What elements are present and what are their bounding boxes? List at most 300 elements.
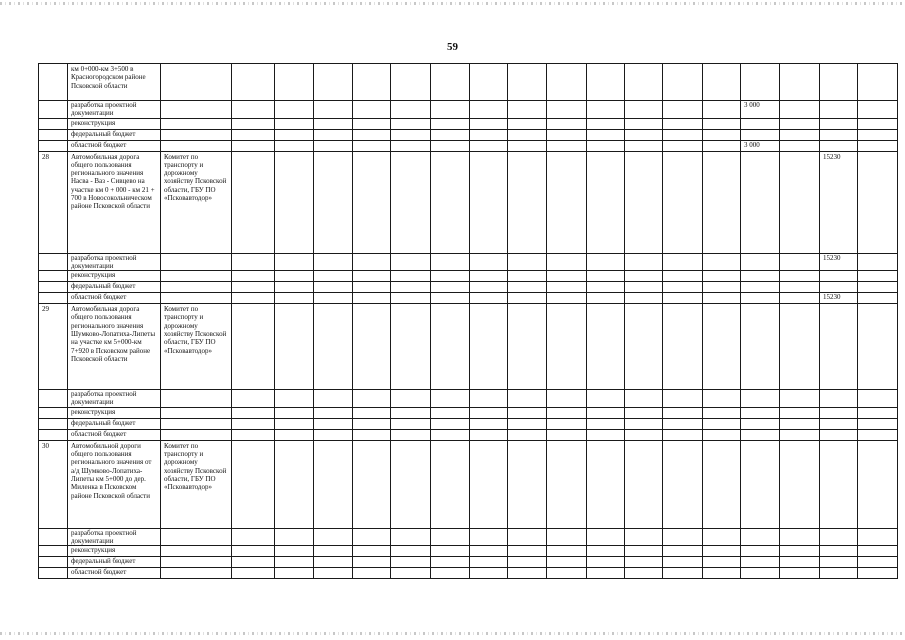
- empty-cell: [391, 429, 431, 440]
- empty-cell: [314, 118, 353, 129]
- empty-cell: [625, 151, 663, 253]
- page-number: 59: [447, 41, 458, 53]
- empty-cell: [780, 293, 820, 304]
- empty-cell: [741, 546, 780, 557]
- empty-cell: [314, 407, 353, 418]
- empty-cell: [39, 101, 68, 119]
- empty-cell: [780, 271, 820, 282]
- empty-cell: [703, 253, 741, 271]
- empty-cell: [780, 568, 820, 579]
- empty-cell: [314, 151, 353, 253]
- empty-cell: [161, 528, 232, 546]
- empty-cell: [431, 64, 470, 101]
- empty-cell: [39, 407, 68, 418]
- empty-cell: [663, 151, 703, 253]
- empty-cell: [470, 271, 508, 282]
- empty-cell: [858, 528, 898, 546]
- empty-cell: [232, 140, 275, 151]
- empty-cell: [232, 118, 275, 129]
- empty-cell: [470, 390, 508, 408]
- empty-cell: [820, 101, 858, 119]
- empty-cell: [314, 557, 353, 568]
- empty-cell: [820, 429, 858, 440]
- table-row: [39, 140, 898, 151]
- empty-cell: [275, 557, 314, 568]
- empty-cell: [820, 546, 858, 557]
- empty-cell: [780, 429, 820, 440]
- empty-cell: [858, 407, 898, 418]
- empty-cell: [820, 118, 858, 129]
- empty-cell: [470, 282, 508, 293]
- scan-edge-top: [0, 2, 905, 5]
- table-row: [39, 129, 898, 140]
- empty-cell: [547, 528, 587, 546]
- subrow-label-cell: реконструкция: [68, 407, 161, 418]
- empty-cell: [703, 282, 741, 293]
- empty-cell: [625, 568, 663, 579]
- empty-cell: [587, 64, 625, 101]
- empty-cell: [353, 140, 391, 151]
- empty-cell: [780, 140, 820, 151]
- empty-cell: [820, 528, 858, 546]
- empty-cell: [780, 557, 820, 568]
- empty-cell: [587, 282, 625, 293]
- object-name-cell: км 0+000-км 3+500 в Красногородском районе Псковской области: [68, 64, 161, 101]
- empty-cell: [431, 407, 470, 418]
- empty-cell: [431, 429, 470, 440]
- empty-cell: [587, 304, 625, 390]
- row-number-cell: 28: [39, 151, 68, 253]
- empty-cell: [391, 390, 431, 408]
- empty-cell: [663, 528, 703, 546]
- table-row: [39, 429, 898, 440]
- empty-cell: [663, 568, 703, 579]
- empty-cell: [820, 418, 858, 429]
- subrow-label-cell: областной бюджет: [68, 293, 161, 304]
- object-name-cell: Автомобильной дороги общего пользования регионального значения от а/д Шумково-Лопатиха-Липеты км 5+000 до дер. Миленка в Псковском районе Псковской области: [68, 440, 161, 528]
- empty-cell: [161, 271, 232, 282]
- table-row: [39, 151, 898, 253]
- subrow-label-cell: разработка проектной документации: [68, 101, 161, 119]
- empty-cell: [391, 418, 431, 429]
- empty-cell: [703, 390, 741, 408]
- empty-cell: [663, 271, 703, 282]
- empty-cell: [741, 528, 780, 546]
- empty-cell: [470, 118, 508, 129]
- empty-cell: [314, 418, 353, 429]
- empty-cell: [470, 151, 508, 253]
- empty-cell: [431, 304, 470, 390]
- empty-cell: [625, 293, 663, 304]
- empty-cell: [391, 253, 431, 271]
- empty-cell: [232, 253, 275, 271]
- empty-cell: [391, 129, 431, 140]
- subrow-label-cell: разработка проектной документации: [68, 390, 161, 408]
- empty-cell: [858, 118, 898, 129]
- table-row: [39, 64, 898, 101]
- empty-cell: [741, 293, 780, 304]
- empty-cell: [232, 101, 275, 119]
- empty-cell: [161, 140, 232, 151]
- empty-cell: [161, 418, 232, 429]
- empty-cell: [431, 282, 470, 293]
- empty-cell: [663, 293, 703, 304]
- empty-cell: [470, 429, 508, 440]
- empty-cell: [508, 528, 547, 546]
- empty-cell: [663, 440, 703, 528]
- subrow-label-cell: реконструкция: [68, 271, 161, 282]
- empty-cell: [353, 568, 391, 579]
- empty-cell: [547, 390, 587, 408]
- empty-cell: [858, 429, 898, 440]
- empty-cell: [547, 101, 587, 119]
- empty-cell: [587, 418, 625, 429]
- empty-cell: [314, 140, 353, 151]
- amount-cell: 3 000: [741, 101, 780, 119]
- empty-cell: [741, 557, 780, 568]
- empty-cell: [741, 407, 780, 418]
- object-name-cell: Автомобильная дорога общего пользования регионального значения Насва - Ваз - Сивцево на участке км 0 + 000 - км 21 + 700 в Новосокольническом районе Псковской области: [68, 151, 161, 253]
- empty-cell: [314, 129, 353, 140]
- empty-cell: [314, 390, 353, 408]
- empty-cell: [470, 546, 508, 557]
- empty-cell: [858, 440, 898, 528]
- empty-cell: [508, 407, 547, 418]
- empty-cell: [820, 129, 858, 140]
- empty-cell: [161, 129, 232, 140]
- empty-cell: [820, 271, 858, 282]
- empty-cell: [625, 282, 663, 293]
- table-row: [39, 118, 898, 129]
- executor-cell: Комитет по транспорту и дорожному хозяйству Псковской области, ГБУ ПО «Псковавтодор»: [161, 151, 232, 253]
- empty-cell: [314, 546, 353, 557]
- empty-cell: [232, 271, 275, 282]
- empty-cell: [232, 151, 275, 253]
- table-row: [39, 101, 898, 119]
- empty-cell: [470, 129, 508, 140]
- empty-cell: [391, 440, 431, 528]
- empty-cell: [314, 429, 353, 440]
- empty-cell: [508, 129, 547, 140]
- empty-cell: [508, 64, 547, 101]
- empty-cell: [161, 546, 232, 557]
- table-row: [39, 253, 898, 271]
- empty-cell: [353, 151, 391, 253]
- empty-cell: [858, 568, 898, 579]
- empty-cell: [431, 440, 470, 528]
- empty-cell: [587, 101, 625, 119]
- empty-cell: [508, 101, 547, 119]
- empty-cell: [703, 129, 741, 140]
- empty-cell: [587, 390, 625, 408]
- empty-cell: [275, 129, 314, 140]
- empty-cell: [741, 64, 780, 101]
- empty-cell: [703, 293, 741, 304]
- empty-cell: [353, 440, 391, 528]
- empty-cell: [547, 64, 587, 101]
- empty-cell: [703, 546, 741, 557]
- empty-cell: [275, 253, 314, 271]
- empty-cell: [353, 101, 391, 119]
- empty-cell: [353, 293, 391, 304]
- empty-cell: [703, 429, 741, 440]
- empty-cell: [275, 407, 314, 418]
- empty-cell: [232, 129, 275, 140]
- empty-cell: [232, 440, 275, 528]
- empty-cell: [663, 64, 703, 101]
- empty-cell: [275, 282, 314, 293]
- empty-cell: [431, 390, 470, 408]
- empty-cell: [741, 282, 780, 293]
- empty-cell: [820, 390, 858, 408]
- empty-cell: [663, 429, 703, 440]
- empty-cell: [625, 528, 663, 546]
- empty-cell: [161, 568, 232, 579]
- empty-cell: [508, 304, 547, 390]
- empty-cell: [625, 557, 663, 568]
- empty-cell: [663, 129, 703, 140]
- empty-cell: [470, 568, 508, 579]
- empty-cell: [587, 151, 625, 253]
- empty-cell: [39, 282, 68, 293]
- subrow-label-cell: федеральный бюджет: [68, 282, 161, 293]
- empty-cell: [587, 253, 625, 271]
- empty-cell: [820, 557, 858, 568]
- empty-cell: [431, 568, 470, 579]
- empty-cell: [547, 271, 587, 282]
- empty-cell: [663, 407, 703, 418]
- empty-cell: [232, 407, 275, 418]
- empty-cell: [391, 293, 431, 304]
- empty-cell: [587, 271, 625, 282]
- empty-cell: [625, 390, 663, 408]
- empty-cell: [741, 271, 780, 282]
- executor-cell: Комитет по транспорту и дорожному хозяйству Псковской области, ГБУ ПО «Псковавтодор»: [161, 304, 232, 390]
- empty-cell: [547, 253, 587, 271]
- empty-cell: [547, 557, 587, 568]
- empty-cell: [470, 557, 508, 568]
- empty-cell: [39, 390, 68, 408]
- empty-cell: [431, 546, 470, 557]
- empty-cell: [39, 64, 68, 101]
- empty-cell: [353, 418, 391, 429]
- empty-cell: [820, 282, 858, 293]
- empty-cell: [625, 101, 663, 119]
- empty-cell: [39, 546, 68, 557]
- empty-cell: [161, 118, 232, 129]
- empty-cell: [508, 140, 547, 151]
- row-number-cell: 30: [39, 440, 68, 528]
- empty-cell: [39, 557, 68, 568]
- empty-cell: [391, 282, 431, 293]
- empty-cell: [547, 129, 587, 140]
- empty-cell: [625, 118, 663, 129]
- table-row: [39, 282, 898, 293]
- empty-cell: [547, 546, 587, 557]
- empty-cell: [391, 118, 431, 129]
- subrow-label-cell: разработка проектной документации: [68, 253, 161, 271]
- empty-cell: [587, 546, 625, 557]
- empty-cell: [431, 140, 470, 151]
- empty-cell: [161, 429, 232, 440]
- empty-cell: [232, 418, 275, 429]
- empty-cell: [275, 118, 314, 129]
- empty-cell: [547, 151, 587, 253]
- empty-cell: [314, 568, 353, 579]
- empty-cell: [547, 118, 587, 129]
- amount-cell: 3 000: [741, 140, 780, 151]
- empty-cell: [39, 528, 68, 546]
- subrow-label-cell: областной бюджет: [68, 429, 161, 440]
- empty-cell: [161, 557, 232, 568]
- empty-cell: [275, 304, 314, 390]
- empty-cell: [161, 407, 232, 418]
- row-number-cell: 29: [39, 304, 68, 390]
- table-row: [39, 271, 898, 282]
- empty-cell: [703, 440, 741, 528]
- empty-cell: [625, 271, 663, 282]
- empty-cell: [625, 429, 663, 440]
- empty-cell: [741, 390, 780, 408]
- empty-cell: [741, 253, 780, 271]
- empty-cell: [508, 418, 547, 429]
- empty-cell: [314, 253, 353, 271]
- amount-cell: 15230: [820, 293, 858, 304]
- table-row: [39, 304, 898, 390]
- empty-cell: [780, 440, 820, 528]
- empty-cell: [547, 429, 587, 440]
- empty-cell: [703, 407, 741, 418]
- empty-cell: [391, 151, 431, 253]
- empty-cell: [703, 557, 741, 568]
- empty-cell: [858, 304, 898, 390]
- empty-cell: [232, 546, 275, 557]
- table-row: [39, 440, 898, 528]
- empty-cell: [314, 101, 353, 119]
- empty-cell: [275, 271, 314, 282]
- empty-cell: [275, 528, 314, 546]
- empty-cell: [353, 271, 391, 282]
- empty-cell: [587, 440, 625, 528]
- empty-cell: [741, 304, 780, 390]
- empty-cell: [39, 140, 68, 151]
- empty-cell: [391, 557, 431, 568]
- empty-cell: [703, 418, 741, 429]
- empty-cell: [508, 118, 547, 129]
- empty-cell: [391, 271, 431, 282]
- empty-cell: [161, 64, 232, 101]
- empty-cell: [391, 546, 431, 557]
- object-name-cell: Автомобильная дорога общего пользования регионального значения Шумково-Лопатиха-Липеты на участке км 5+000-км 7+920 в Псковском районе Псковской области: [68, 304, 161, 390]
- empty-cell: [391, 304, 431, 390]
- empty-cell: [39, 418, 68, 429]
- empty-cell: [741, 418, 780, 429]
- empty-cell: [470, 418, 508, 429]
- empty-cell: [232, 304, 275, 390]
- empty-cell: [780, 407, 820, 418]
- empty-cell: [587, 140, 625, 151]
- empty-cell: [663, 282, 703, 293]
- empty-cell: [470, 140, 508, 151]
- empty-cell: [780, 282, 820, 293]
- amount-cell: 15230: [820, 151, 858, 253]
- empty-cell: [780, 418, 820, 429]
- empty-cell: [314, 304, 353, 390]
- empty-cell: [39, 129, 68, 140]
- empty-cell: [587, 568, 625, 579]
- empty-cell: [587, 557, 625, 568]
- empty-cell: [161, 253, 232, 271]
- empty-cell: [587, 429, 625, 440]
- empty-cell: [741, 118, 780, 129]
- empty-cell: [780, 118, 820, 129]
- empty-cell: [703, 101, 741, 119]
- empty-cell: [314, 282, 353, 293]
- empty-cell: [314, 293, 353, 304]
- subrow-label-cell: областной бюджет: [68, 140, 161, 151]
- empty-cell: [858, 129, 898, 140]
- empty-cell: [858, 282, 898, 293]
- empty-cell: [353, 528, 391, 546]
- empty-cell: [858, 557, 898, 568]
- empty-cell: [547, 568, 587, 579]
- empty-cell: [587, 129, 625, 140]
- empty-cell: [353, 64, 391, 101]
- table-row: [39, 390, 898, 408]
- empty-cell: [780, 304, 820, 390]
- empty-cell: [625, 407, 663, 418]
- empty-cell: [858, 390, 898, 408]
- empty-cell: [353, 557, 391, 568]
- empty-cell: [663, 253, 703, 271]
- empty-cell: [275, 101, 314, 119]
- empty-cell: [741, 568, 780, 579]
- empty-cell: [625, 64, 663, 101]
- empty-cell: [508, 568, 547, 579]
- empty-cell: [625, 304, 663, 390]
- empty-cell: [703, 271, 741, 282]
- empty-cell: [161, 101, 232, 119]
- empty-cell: [275, 151, 314, 253]
- empty-cell: [314, 64, 353, 101]
- empty-cell: [470, 253, 508, 271]
- subrow-label-cell: федеральный бюджет: [68, 418, 161, 429]
- subrow-label-cell: областной бюджет: [68, 568, 161, 579]
- empty-cell: [625, 418, 663, 429]
- empty-cell: [508, 390, 547, 408]
- empty-cell: [780, 528, 820, 546]
- empty-cell: [275, 568, 314, 579]
- empty-cell: [703, 140, 741, 151]
- empty-cell: [314, 528, 353, 546]
- empty-cell: [39, 253, 68, 271]
- empty-cell: [470, 101, 508, 119]
- empty-cell: [39, 429, 68, 440]
- table-row: [39, 557, 898, 568]
- empty-cell: [741, 151, 780, 253]
- empty-cell: [275, 140, 314, 151]
- empty-cell: [780, 129, 820, 140]
- table-row: [39, 293, 898, 304]
- empty-cell: [39, 271, 68, 282]
- empty-cell: [587, 118, 625, 129]
- empty-cell: [161, 293, 232, 304]
- empty-cell: [858, 64, 898, 101]
- empty-cell: [547, 293, 587, 304]
- program-table: [38, 63, 898, 579]
- executor-cell: Комитет по транспорту и дорожному хозяйству Псковской области, ГБУ ПО «Псковавтодор»: [161, 440, 232, 528]
- empty-cell: [820, 140, 858, 151]
